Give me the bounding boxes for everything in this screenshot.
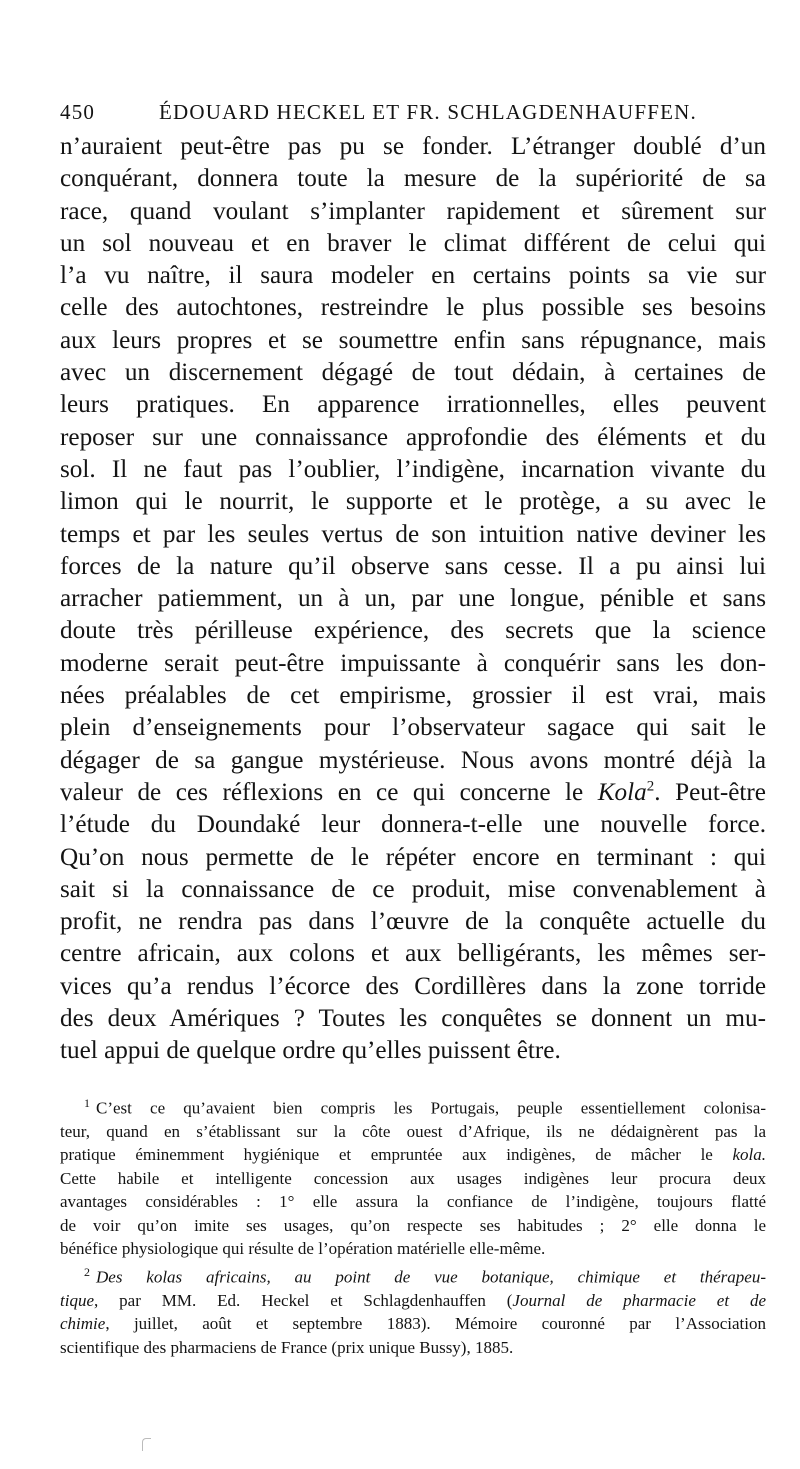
footnote-ref-2: 2 <box>646 778 655 795</box>
kola-word: Kola <box>597 778 647 806</box>
paragraph-line: reposer sur une connaissance approfondie des éléments et du <box>60 423 766 451</box>
paragraph-line-kola <box>60 777 766 809</box>
footnote-2-journal: Journal de pharmacie et de <box>512 1290 767 1310</box>
paragraph-line: des deux Amériques ? Toutes les conquêtes se donnent un mu- <box>60 1005 766 1033</box>
footnote-1-line: bénéfice physiologique qui résulte de l’opération matérielle elle-même. <box>60 1239 546 1259</box>
paragraph-line: avec un discernement dégagé de tout dédain, à certaines de <box>60 359 766 387</box>
paragraph-lines-top <box>60 131 766 777</box>
footnote-2-line <box>60 1261 766 1289</box>
paragraph-line: l’étude du Doundaké leur donnera-t-elle une nouvelle force. <box>60 811 766 839</box>
paragraph-line: limon qui le nourrit, le supporte et le protège, a su avec le <box>60 488 766 516</box>
paragraph-line: doute très périlleuse expérience, des secrets que la science <box>60 617 766 645</box>
page-header <box>60 100 766 125</box>
paragraph-line: leurs pratiques. En apparence irrationnelles, elles peuvent <box>60 391 766 419</box>
footnote-1-line <box>60 1143 766 1167</box>
paragraph-line: centre africain, aux colons et aux belligérants, les mêmes ser- <box>60 940 766 968</box>
footnote-1-line: teur, quand en s’établissant sur la côte ouest d’Afrique, ils ne dédaignèrent pas la <box>60 1121 766 1141</box>
paragraph-line: dégager de sa gangue mystérieuse. Nous avons montré déjà la <box>60 746 766 774</box>
footnote-1-mark: 1 <box>84 1095 90 1110</box>
footnotes <box>60 1092 766 1360</box>
footnote-1-line: Cette habile et intelligente concession aux usages indigènes leur procura deux <box>60 1168 766 1188</box>
footnote-2-journal-end: chimie <box>60 1314 106 1334</box>
footnote-1-line: de voir qu’on imite ses usages, qu’on respecte ses habitudes ; 2° elle donna le <box>60 1215 766 1235</box>
footnote-2-text: , par MM. Ed. Heckel et Schlagdenhauffen ( <box>94 1290 513 1310</box>
footnote-1-kola-word: kola. <box>732 1145 766 1165</box>
paragraph-line: l’a vu naître, il saura modeler en certains points sa vie sur <box>60 262 766 290</box>
scan-speck <box>142 1438 151 1451</box>
footnote-2-title-end: tique <box>60 1290 94 1310</box>
paragraph-line: n’auraient peut-être pas pu se fonder. L’étranger doublé d’un <box>60 133 766 160</box>
paragraph-line: sol. Il ne faut pas l’oublier, l’indigène, incarnation vivante du <box>60 455 766 483</box>
footnote-1-line <box>60 1092 766 1120</box>
footnote-2-mark: 2 <box>84 1264 90 1279</box>
footnote-2-line <box>60 1289 766 1313</box>
footnote-1-text: pratique éminemment hygiénique et empruntée aux indigènes, de mâcher le <box>60 1145 733 1165</box>
paragraph-line: moderne serait peut-être impuissante à conquérir sans les don- <box>60 649 766 677</box>
paragraph-line: aux leurs propres et se soumettre enfin sans répugnance, mais <box>60 326 766 354</box>
footnote-1 <box>60 1092 766 1261</box>
paragraph-line: conquérant, donnera toute la mesure de la supériorité de sa <box>60 165 766 193</box>
paragraph-line: celle des autochtones, restreindre le plus possible ses besoins <box>60 294 766 322</box>
paragraph-line: un sol nouveau et en braver le climat différent de celui qui <box>60 229 766 257</box>
main-paragraph <box>60 131 766 1068</box>
running-title: ÉDOUARD HECKEL ET FR. SCHLAGDENHAUFFEN. <box>159 100 697 124</box>
paragraph-line: race, quand voulant s’implanter rapidement et sûrement sur <box>60 197 766 225</box>
paragraph-line: tuel appui de quelque ordre qu’elles puissent être. <box>60 1037 561 1065</box>
footnote-2-title: Des kolas africains, au point de vue botanique, chimique et thérapeu- <box>96 1267 766 1287</box>
paragraph-line: sait si la connaissance de ce produit, mise convenablement à <box>60 875 766 903</box>
page-number: 450 <box>60 100 96 124</box>
paragraph-line: forces de la nature qu’il observe sans cesse. Il a pu ainsi lui <box>60 552 766 580</box>
kola-line-start: valeur de ces réflexions en ce qui concerne le <box>60 778 598 806</box>
paragraph-line: arracher patiemment, un à un, par une longue, pénible et sans <box>60 585 766 613</box>
footnote-1-line: avantages considérables : 1° elle assura la confiance de l’indigène, toujours flatté <box>60 1192 766 1212</box>
footnote-2-line: scientifique des pharmaciens de France (prix unique Bussy), 1885. <box>60 1337 514 1357</box>
footnote-2 <box>60 1261 766 1360</box>
footnote-1-text: C’est ce qu’avaient bien compris les Portugais, peuple essentiellement colonisa- <box>96 1098 766 1118</box>
kola-line-end: . Peut-être <box>654 778 766 806</box>
paragraph-line: Qu’on nous permette de le répéter encore en terminant : qui <box>60 843 766 871</box>
paragraph-line: nées préalables de cet empirisme, grossier il est vrai, mais <box>60 682 766 710</box>
paragraph-line: plein d’enseignements pour l’observateur sagace qui sait le <box>60 714 766 742</box>
footnote-2-text: , juillet, août et septembre 1883). Mémoire couronné par l’Association <box>105 1314 766 1334</box>
paragraph-line: temps et par les seules vertus de son intuition native deviner les <box>60 520 766 548</box>
paragraph-line: vices qu’a rendus l’écorce des Cordillères dans la zone torride <box>60 972 766 1000</box>
footnote-2-line <box>60 1312 766 1336</box>
paragraph-line: profit, ne rendra pas dans l’œuvre de la conquête actuelle du <box>60 908 766 936</box>
paragraph-lines-bottom <box>60 809 766 1067</box>
